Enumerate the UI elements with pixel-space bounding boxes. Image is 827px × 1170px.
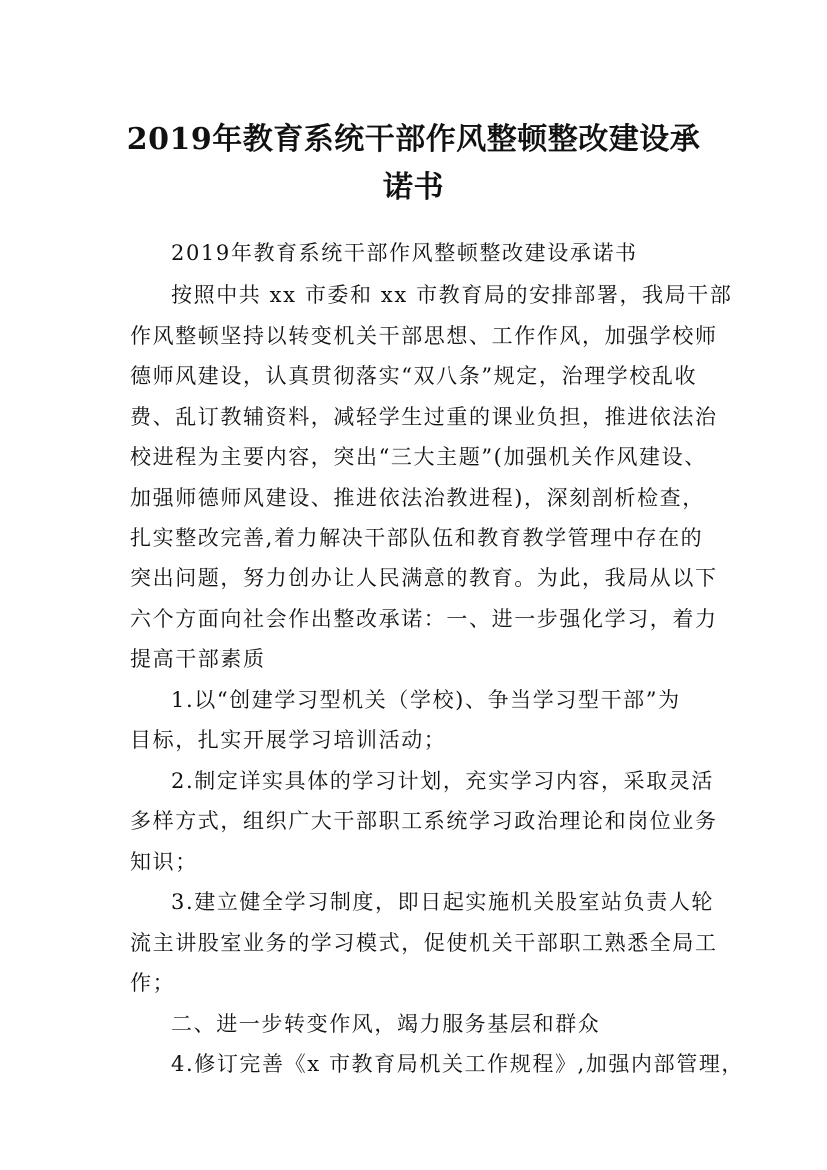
paragraph-line: 按照中共 xx 市委和 xx 市教育局的安排部署，我局干部 bbox=[171, 283, 733, 307]
list-item-line: 流主讲股室业务的学习模式，促使机关干部职工熟悉全局工 bbox=[130, 931, 718, 955]
list-item-line: 多样方式，组织广大干部职工系统学习政治理论和岗位业务 bbox=[130, 809, 718, 833]
list-item-line: 4.修订完善《x 市教育局机关工作规程》,加强内部管理， bbox=[171, 1052, 745, 1076]
paragraph-line: 六个方面向社会作出整改承诺：一、进一步强化学习，着力 bbox=[130, 607, 718, 631]
section-heading: 二、进一步转变作风，竭力服务基层和群众 bbox=[171, 1012, 601, 1036]
paragraph-line: 提高干部素质 bbox=[130, 647, 266, 671]
paragraph-line: 突出问题，努力创办让人民满意的教育。为此，我局从以下 bbox=[130, 566, 718, 590]
list-item-line: 目标，扎实开展学习培训活动； bbox=[130, 728, 447, 752]
paragraph-line: 费、乱订教辅资料，减轻学生过重的课业负担，推进依法治 bbox=[130, 405, 718, 429]
list-item-line: 1.以“创建学习型机关（学校)、争当学习型干部”为 bbox=[171, 688, 681, 712]
list-item-line: 3.建立健全学习制度，即日起实施机关股室站负责人轮 bbox=[171, 890, 715, 914]
paragraph-line: 加强师德师风建设、推进依法治教进程)，深刻剖析检查， bbox=[130, 486, 705, 510]
subtitle-line: 2019年教育系统干部作风整顿整改建设承诺书 bbox=[171, 241, 638, 265]
list-item-line: 作； bbox=[130, 971, 176, 995]
title-line-2: 诺书 bbox=[383, 170, 444, 206]
paragraph-line: 扎实整改完善,着力解决干部队伍和教育教学管理中存在的 bbox=[130, 526, 704, 550]
list-item-line: 知识； bbox=[130, 850, 198, 874]
list-item-line: 2.制定详实具体的学习计划，充实学习内容，采取灵活 bbox=[171, 769, 715, 793]
paragraph-line: 作风整顿坚持以转变机关干部思想、工作作风，加强学校师 bbox=[130, 324, 718, 348]
page-title bbox=[100, 116, 727, 212]
title-line-1: 2019年教育系统干部作风整顿整改建设承 bbox=[126, 122, 701, 158]
paragraph-line: 德师风建设，认真贯彻落实“双八条”规定，治理学校乱收 bbox=[130, 364, 698, 388]
paragraph-line: 校进程为主要内容，突出“三大主题”(加强机关作风建设、 bbox=[130, 445, 707, 469]
